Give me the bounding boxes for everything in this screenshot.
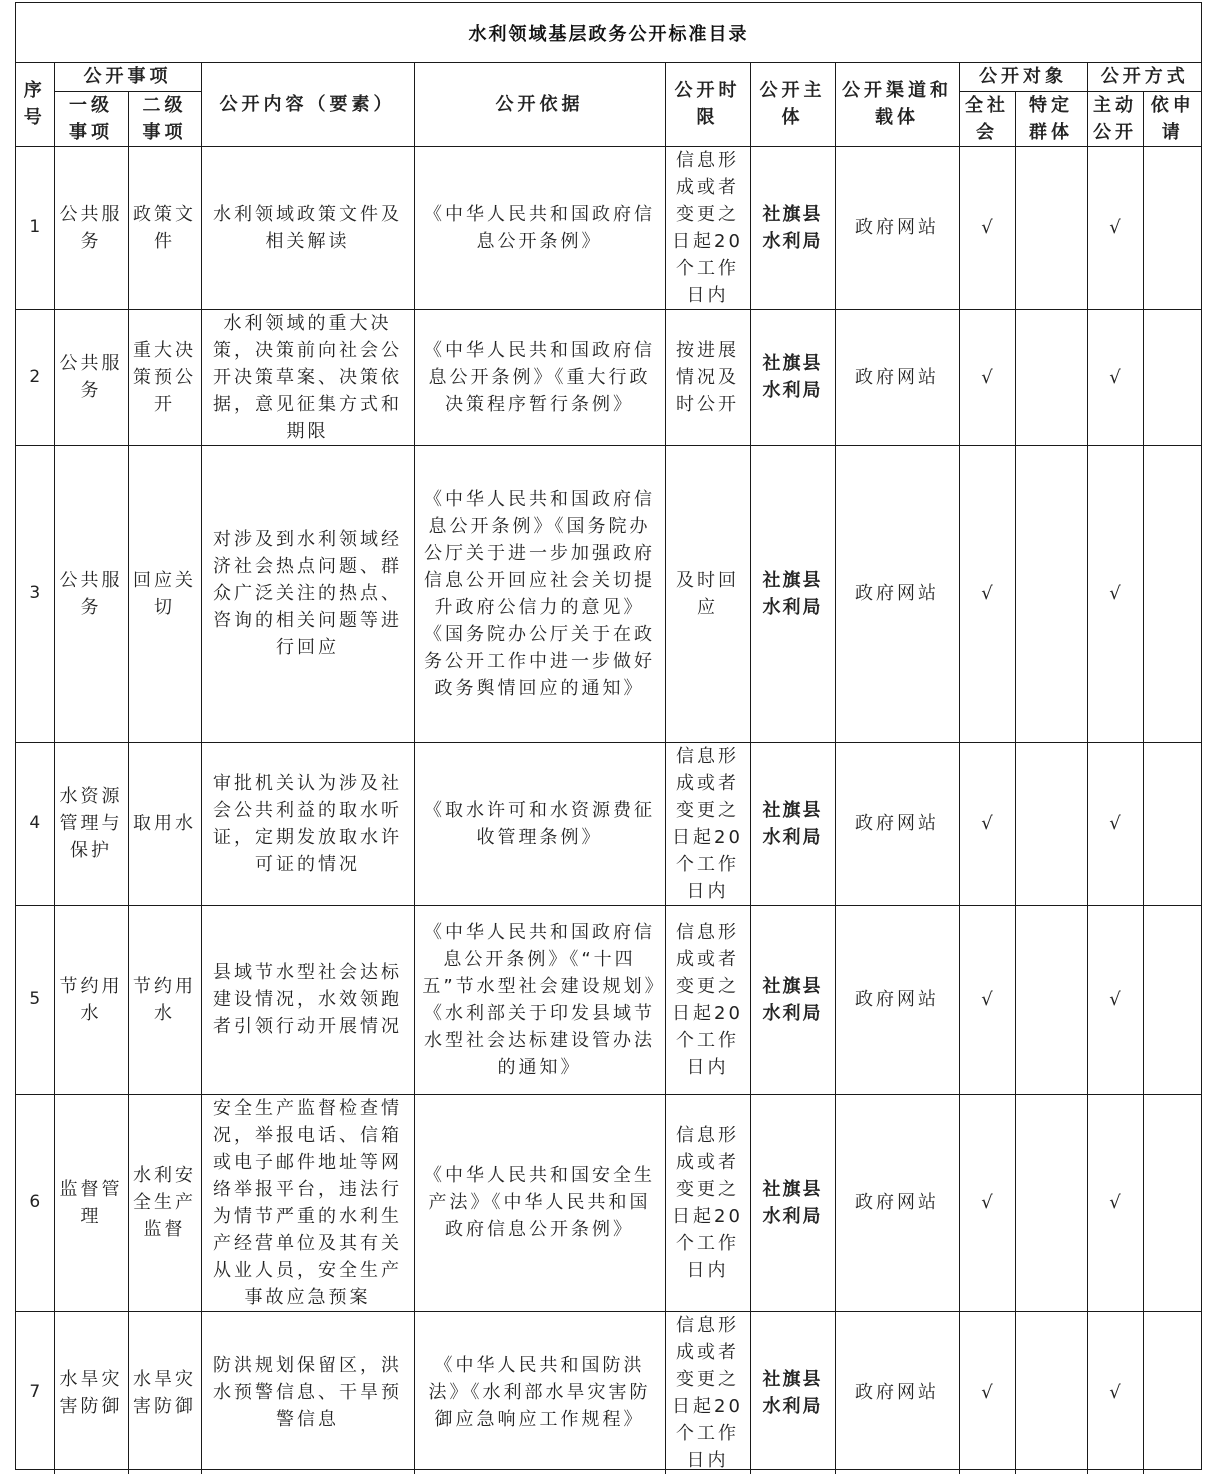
- catalog-table: [16, 63, 1202, 1474]
- row-level2: 节约用水: [128, 905, 201, 1094]
- row-basis: 《中华人民共和国政府信息公开条例》《“十四五”节水型社会建设规划》《水利部关于印发县域节水型社会达标建设管办法的通知》: [414, 905, 665, 1094]
- row-basis: 《中华人民共和国政府信息公开条例》《国务院办公厅关于进一步加强政府信息公开回应社会关切提升政府公信力的意见》《国务院办公厅关于在政务公开工作中进一步做好政务舆情回应的通知》: [414, 445, 665, 742]
- row-target-all-check: √: [959, 309, 1015, 445]
- header-target-all: 全社会: [959, 91, 1015, 146]
- row-seq: 7: [16, 1311, 54, 1474]
- row-time-limit: 及时回应: [665, 445, 750, 742]
- header-content: 公开内容（要素）: [201, 63, 414, 146]
- row-subject: 社旗县水利局: [750, 146, 835, 309]
- row-method-request-check: [1143, 1094, 1202, 1311]
- row-method-active-check: √: [1087, 1094, 1143, 1311]
- row-method-request-check: [1143, 146, 1202, 309]
- table-row: [16, 1311, 1202, 1474]
- row-method-active-check: √: [1087, 445, 1143, 742]
- standard-catalog-sheet: [15, 2, 1202, 1470]
- row-channel: 政府网站: [835, 1311, 959, 1474]
- row-channel: 政府网站: [835, 445, 959, 742]
- row-method-active-check: √: [1087, 146, 1143, 309]
- row-channel: 政府网站: [835, 1094, 959, 1311]
- row-content: 审批机关认为涉及社会公共利益的取水听证，定期发放取水许可证的情况: [201, 742, 414, 905]
- row-basis: 《中华人民共和国政府信息公开条例》《重大行政决策程序暂行条例》: [414, 309, 665, 445]
- header-channel: 公开渠道和载体: [835, 63, 959, 146]
- row-channel: 政府网站: [835, 146, 959, 309]
- row-target-specific-check: [1015, 742, 1087, 905]
- row-level2: 水利安全生产监督: [128, 1094, 201, 1311]
- row-target-specific-check: [1015, 1311, 1087, 1474]
- row-level1: 水资源管理与保护: [54, 742, 128, 905]
- header-target-specific: 特定群体: [1015, 91, 1087, 146]
- table-row: [16, 1094, 1202, 1311]
- row-level1: 公共服务: [54, 146, 128, 309]
- row-basis: 《中华人民共和国政府信息公开条例》: [414, 146, 665, 309]
- row-content: 水利领域的重大决策，决策前向社会公开决策草案、决策依据，意见征集方式和期限: [201, 309, 414, 445]
- row-seq: 4: [16, 742, 54, 905]
- row-level2: 回应关切: [128, 445, 201, 742]
- row-seq: 3: [16, 445, 54, 742]
- row-method-active-check: √: [1087, 905, 1143, 1094]
- row-content: 对涉及到水利领域经济社会热点问题、群众广泛关注的热点、咨询的相关问题等进行回应: [201, 445, 414, 742]
- row-target-all-check: √: [959, 1311, 1015, 1474]
- row-basis: 《中华人民共和国防洪法》《水利部水旱灾害防御应急响应工作规程》: [414, 1311, 665, 1474]
- row-channel: 政府网站: [835, 905, 959, 1094]
- header-time-limit: 公开时限: [665, 63, 750, 146]
- row-content: 防洪规划保留区，洪水预警信息、干旱预警信息: [201, 1311, 414, 1474]
- header-target-group: 公开对象: [959, 63, 1087, 91]
- row-seq: 1: [16, 146, 54, 309]
- row-time-limit: 信息形成或者变更之日起20个工作日内: [665, 1094, 750, 1311]
- row-seq: 5: [16, 905, 54, 1094]
- table-row: [16, 742, 1202, 905]
- row-time-limit: 信息形成或者变更之日起20个工作日内: [665, 905, 750, 1094]
- row-subject: 社旗县水利局: [750, 445, 835, 742]
- header-basis: 公开依据: [414, 63, 665, 146]
- row-level1: 监督管理: [54, 1094, 128, 1311]
- row-content: 县域节水型社会达标建设情况，水效领跑者引领行动开展情况: [201, 905, 414, 1094]
- row-seq: 6: [16, 1094, 54, 1311]
- row-method-request-check: [1143, 1311, 1202, 1474]
- table-row: [16, 309, 1202, 445]
- row-level2: 政策文件: [128, 146, 201, 309]
- catalog-title: 水利领域基层政务公开标准目录: [16, 3, 1201, 63]
- row-target-specific-check: [1015, 309, 1087, 445]
- header-method-group: 公开方式: [1087, 63, 1202, 91]
- row-channel: 政府网站: [835, 742, 959, 905]
- row-target-all-check: √: [959, 742, 1015, 905]
- row-target-all-check: √: [959, 1094, 1015, 1311]
- header-items-group: 公开事项: [54, 63, 201, 91]
- row-target-all-check: √: [959, 905, 1015, 1094]
- table-row: [16, 445, 1202, 742]
- row-method-request-check: [1143, 309, 1202, 445]
- row-time-limit: 按进展情况及时公开: [665, 309, 750, 445]
- row-channel: 政府网站: [835, 309, 959, 445]
- header-method-request: 依申请: [1143, 91, 1202, 146]
- row-level2: 取用水: [128, 742, 201, 905]
- row-subject: 社旗县水利局: [750, 309, 835, 445]
- row-level2: 重大决策预公开: [128, 309, 201, 445]
- row-basis: 《取水许可和水资源费征收管理条例》: [414, 742, 665, 905]
- row-target-specific-check: [1015, 445, 1087, 742]
- row-subject: 社旗县水利局: [750, 742, 835, 905]
- row-method-request-check: [1143, 445, 1202, 742]
- row-subject: 社旗县水利局: [750, 1094, 835, 1311]
- header-seq: 序号: [16, 63, 54, 146]
- table-row: [16, 905, 1202, 1094]
- row-seq: 2: [16, 309, 54, 445]
- row-basis: 《中华人民共和国安全生产法》《中华人民共和国政府信息公开条例》: [414, 1094, 665, 1311]
- row-time-limit: 信息形成或者变更之日起20个工作日内: [665, 742, 750, 905]
- row-method-request-check: [1143, 742, 1202, 905]
- header-subject: 公开主体: [750, 63, 835, 146]
- row-target-specific-check: [1015, 1094, 1087, 1311]
- row-target-all-check: √: [959, 445, 1015, 742]
- row-subject: 社旗县水利局: [750, 905, 835, 1094]
- row-content: 安全生产监督检查情况，举报电话、信箱或电子邮件地址等网络举报平台，违法行为情节严重的水利生产经营单位及其有关从业人员，安全生产事故应急预案: [201, 1094, 414, 1311]
- row-target-specific-check: [1015, 905, 1087, 1094]
- row-content: 水利领域政策文件及相关解读: [201, 146, 414, 309]
- header-method-active: 主动公开: [1087, 91, 1143, 146]
- row-time-limit: 信息形成或者变更之日起20个工作日内: [665, 146, 750, 309]
- row-level2: 水旱灾害防御: [128, 1311, 201, 1474]
- table-row: [16, 146, 1202, 309]
- row-level1: 公共服务: [54, 445, 128, 742]
- row-time-limit: 信息形成或者变更之日起20个工作日内: [665, 1311, 750, 1474]
- header-level2: 二级事项: [128, 91, 201, 146]
- row-target-specific-check: [1015, 146, 1087, 309]
- row-target-all-check: √: [959, 146, 1015, 309]
- row-level1: 节约用水: [54, 905, 128, 1094]
- row-method-active-check: √: [1087, 742, 1143, 905]
- row-level1: 公共服务: [54, 309, 128, 445]
- header-level1: 一级事项: [54, 91, 128, 146]
- row-subject: 社旗县水利局: [750, 1311, 835, 1474]
- row-level1: 水旱灾害防御: [54, 1311, 128, 1474]
- row-method-active-check: √: [1087, 1311, 1143, 1474]
- row-method-active-check: √: [1087, 309, 1143, 445]
- row-method-request-check: [1143, 905, 1202, 1094]
